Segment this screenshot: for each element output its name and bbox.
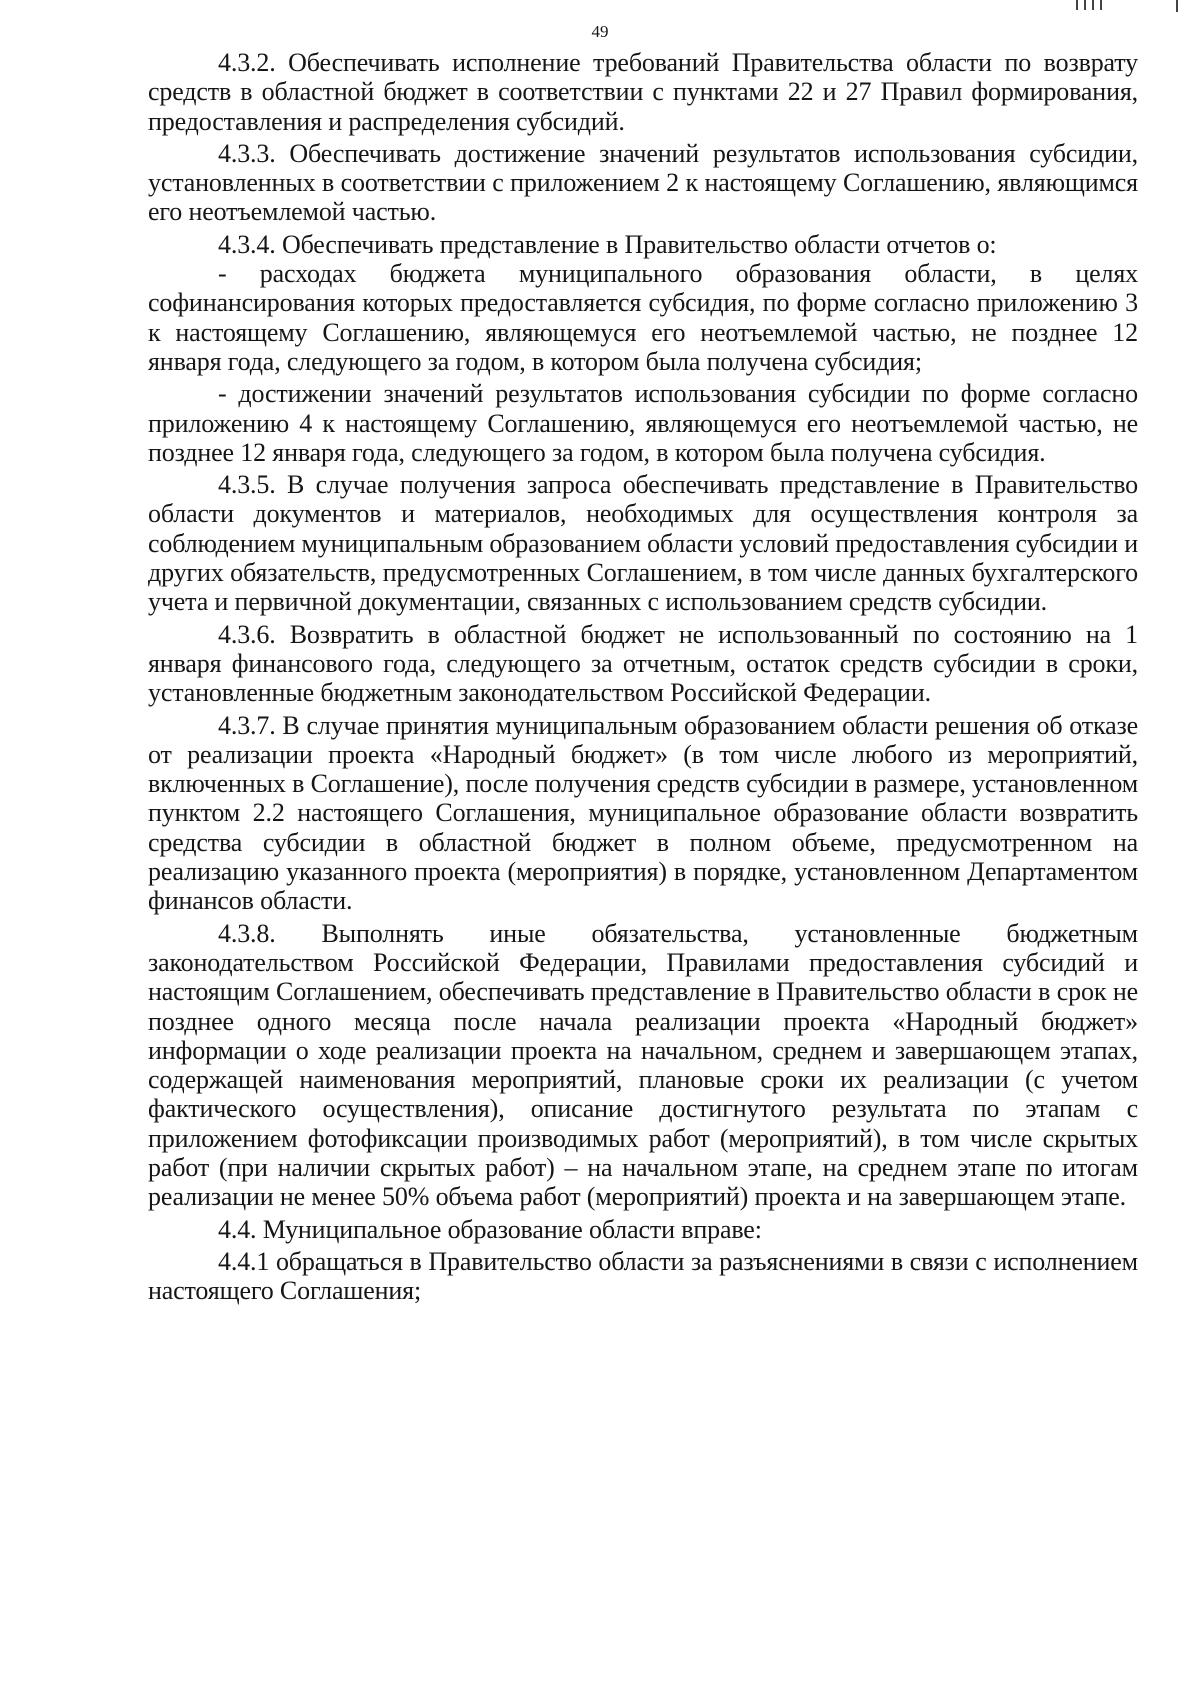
clause-4-3-7: 4.3.7. В случае принятия муниципальным образованием области решения об отказе от реализации проекта «Народный бюджет» (в том числе любого из мероприятий, включенных в Соглашение), после получения средств субсидии в размере, установленном пунктом 2.2 настоящего Соглашения, муниципальное образование области возвратить средства субсидии в областной бюджет в полном объеме, предусмотренном на реализацию указанного проекта (мероприятия) в порядке, установленном Департаментом финансов области. xyxy=(148,710,1138,916)
clause-4-4: 4.4. Муниципальное образование области вправе: xyxy=(218,1214,762,1244)
clause-4-3-5: 4.3.5. В случае получения запроса обеспечивать представление в Правительство области документов и материалов, необходимых для осуществления контроля за соблюдением муниципальным образованием области условий предоставления субсидии и других обязательств, предусмотренных Соглашением, в том числе данных бухгалтерского учета и первичной документации, связанных с использованием средств субсидии. xyxy=(148,470,1138,617)
clause-4-3-2: 4.3.2. Обеспечивать исполнение требований Правительства области по возврату средств в областной бюджет в соответствии с пунктами 22 и 27 Правил формирования, предоставления и распределения субсидий. xyxy=(148,48,1138,136)
document-body xyxy=(148,48,1138,1305)
clause-4-3-6: 4.3.6. Возвратить в областной бюджет не использованный по состоянию на 1 января финансового года, следующего за отчетным, остаток средств субсидии в сроки, установленные бюджетным законодательством Российской Федерации. xyxy=(148,619,1138,708)
scan-corner-marks xyxy=(1070,0,1180,12)
page-number: 49 xyxy=(591,22,609,41)
clause-4-3-4: 4.3.4. Обеспечивать представление в Правительство области отчетов о: xyxy=(218,229,997,259)
clause-4-3-3: 4.3.3. Обеспечивать достижение значений результатов использования субсидии, установленных в соответствии с приложением 2 к настоящему Соглашению, являющимся его неотъемлемой частью. xyxy=(148,138,1138,227)
clause-4-3-8: 4.3.8. Выполнять иные обязательства, установленные бюджетным законодательством Российской Федерации, Правилами предоставления субсидий и настоящим Соглашением, обеспечивать представление в Правительство области в срок не позднее одного месяца после начала реализации проекта «Народный бюджет» информации о ходе реализации проекта на начальном, среднем и завершающем этапах, содержащей наименования мероприятий, плановые сроки их реализации (с учетом фактического осуществления), описание достигнутого результата по этапам с приложением фотофиксации производимых работ (мероприятий), в том числе скрытых работ (при наличии скрытых работ) – на начальном этапе, на среднем этапе по итогам реализации не менее 50% объема работ (мероприятий) проекта и на завершающем этапе. xyxy=(148,918,1138,1212)
clause-4-3-4-item-expenses: - расходах бюджета муниципального образования области, в целях софинансирования которых предоставляется субсидия, по форме согласно приложению 3 к настоящему Соглашению, являющемуся его неотъемлемой частью, не позднее 12 января года, следующего за годом, в котором была получена субсидия; xyxy=(148,259,1138,376)
clause-4-3-4-item-results: - достижении значений результатов использования субсидии по форме согласно приложению 4 к настоящему Соглашению, являющемуся его неотъемлемой частью, не позднее 12 января года, следующего за годом, в котором была получена субсидия. xyxy=(148,379,1138,467)
clause-4-4-1: 4.4.1 обращаться в Правительство области за разъяснениями в связи с исполнением настоящего Соглашения; xyxy=(148,1246,1138,1306)
